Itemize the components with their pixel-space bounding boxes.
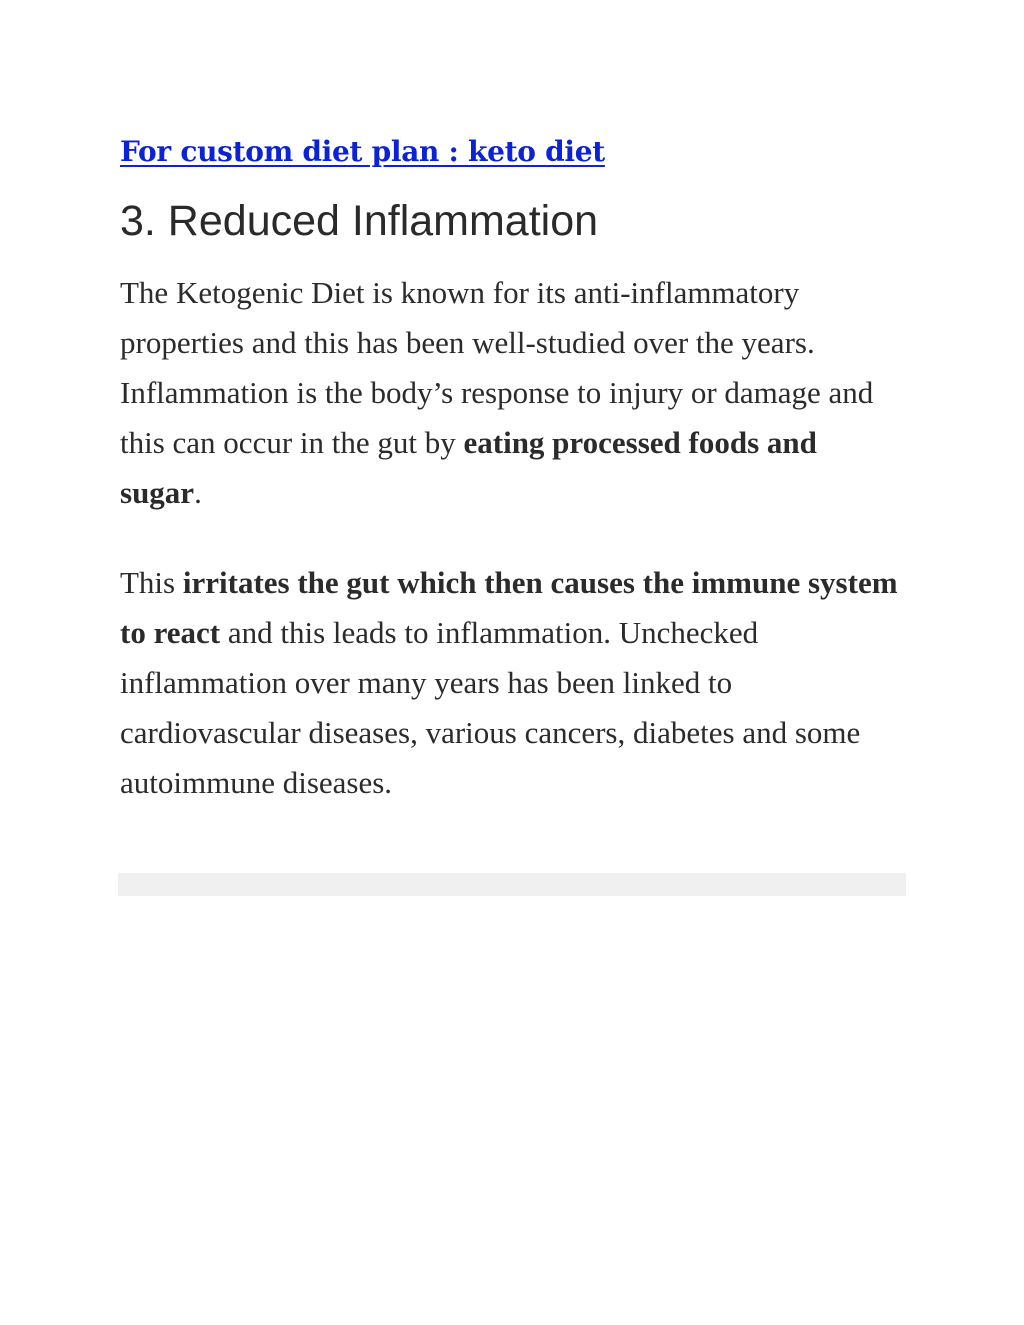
paragraph-text: This [120, 565, 183, 600]
keto-diet-link[interactable]: For custom diet plan : keto diet [120, 135, 605, 168]
article-content [120, 126, 906, 808]
paragraph-emphasis: eating processed foods and sugar [120, 425, 817, 510]
paragraph-text: and this leads to inflammation. Unchecked inflammation over many years has been linked to cardiovascular diseases, various cancers, diabetes and some autoimmune diseases. [120, 615, 861, 800]
paragraph-emphasis: irritates the gut which then causes the immune system to react [120, 565, 898, 650]
paragraph-text: . [194, 475, 202, 510]
paragraph-text: The Ketogenic Diet is known for its anti-inflammatory properties and this has been well-studied over the years. Inflammation is the body’s response to injury or damage and this can occur in the gut by [120, 275, 874, 460]
content-divider-strip [118, 873, 906, 896]
paragraph-inflammation-intro [120, 268, 906, 518]
section-heading: 3. Reduced Inflammation [120, 197, 599, 245]
paragraph-inflammation-effects [120, 558, 906, 808]
